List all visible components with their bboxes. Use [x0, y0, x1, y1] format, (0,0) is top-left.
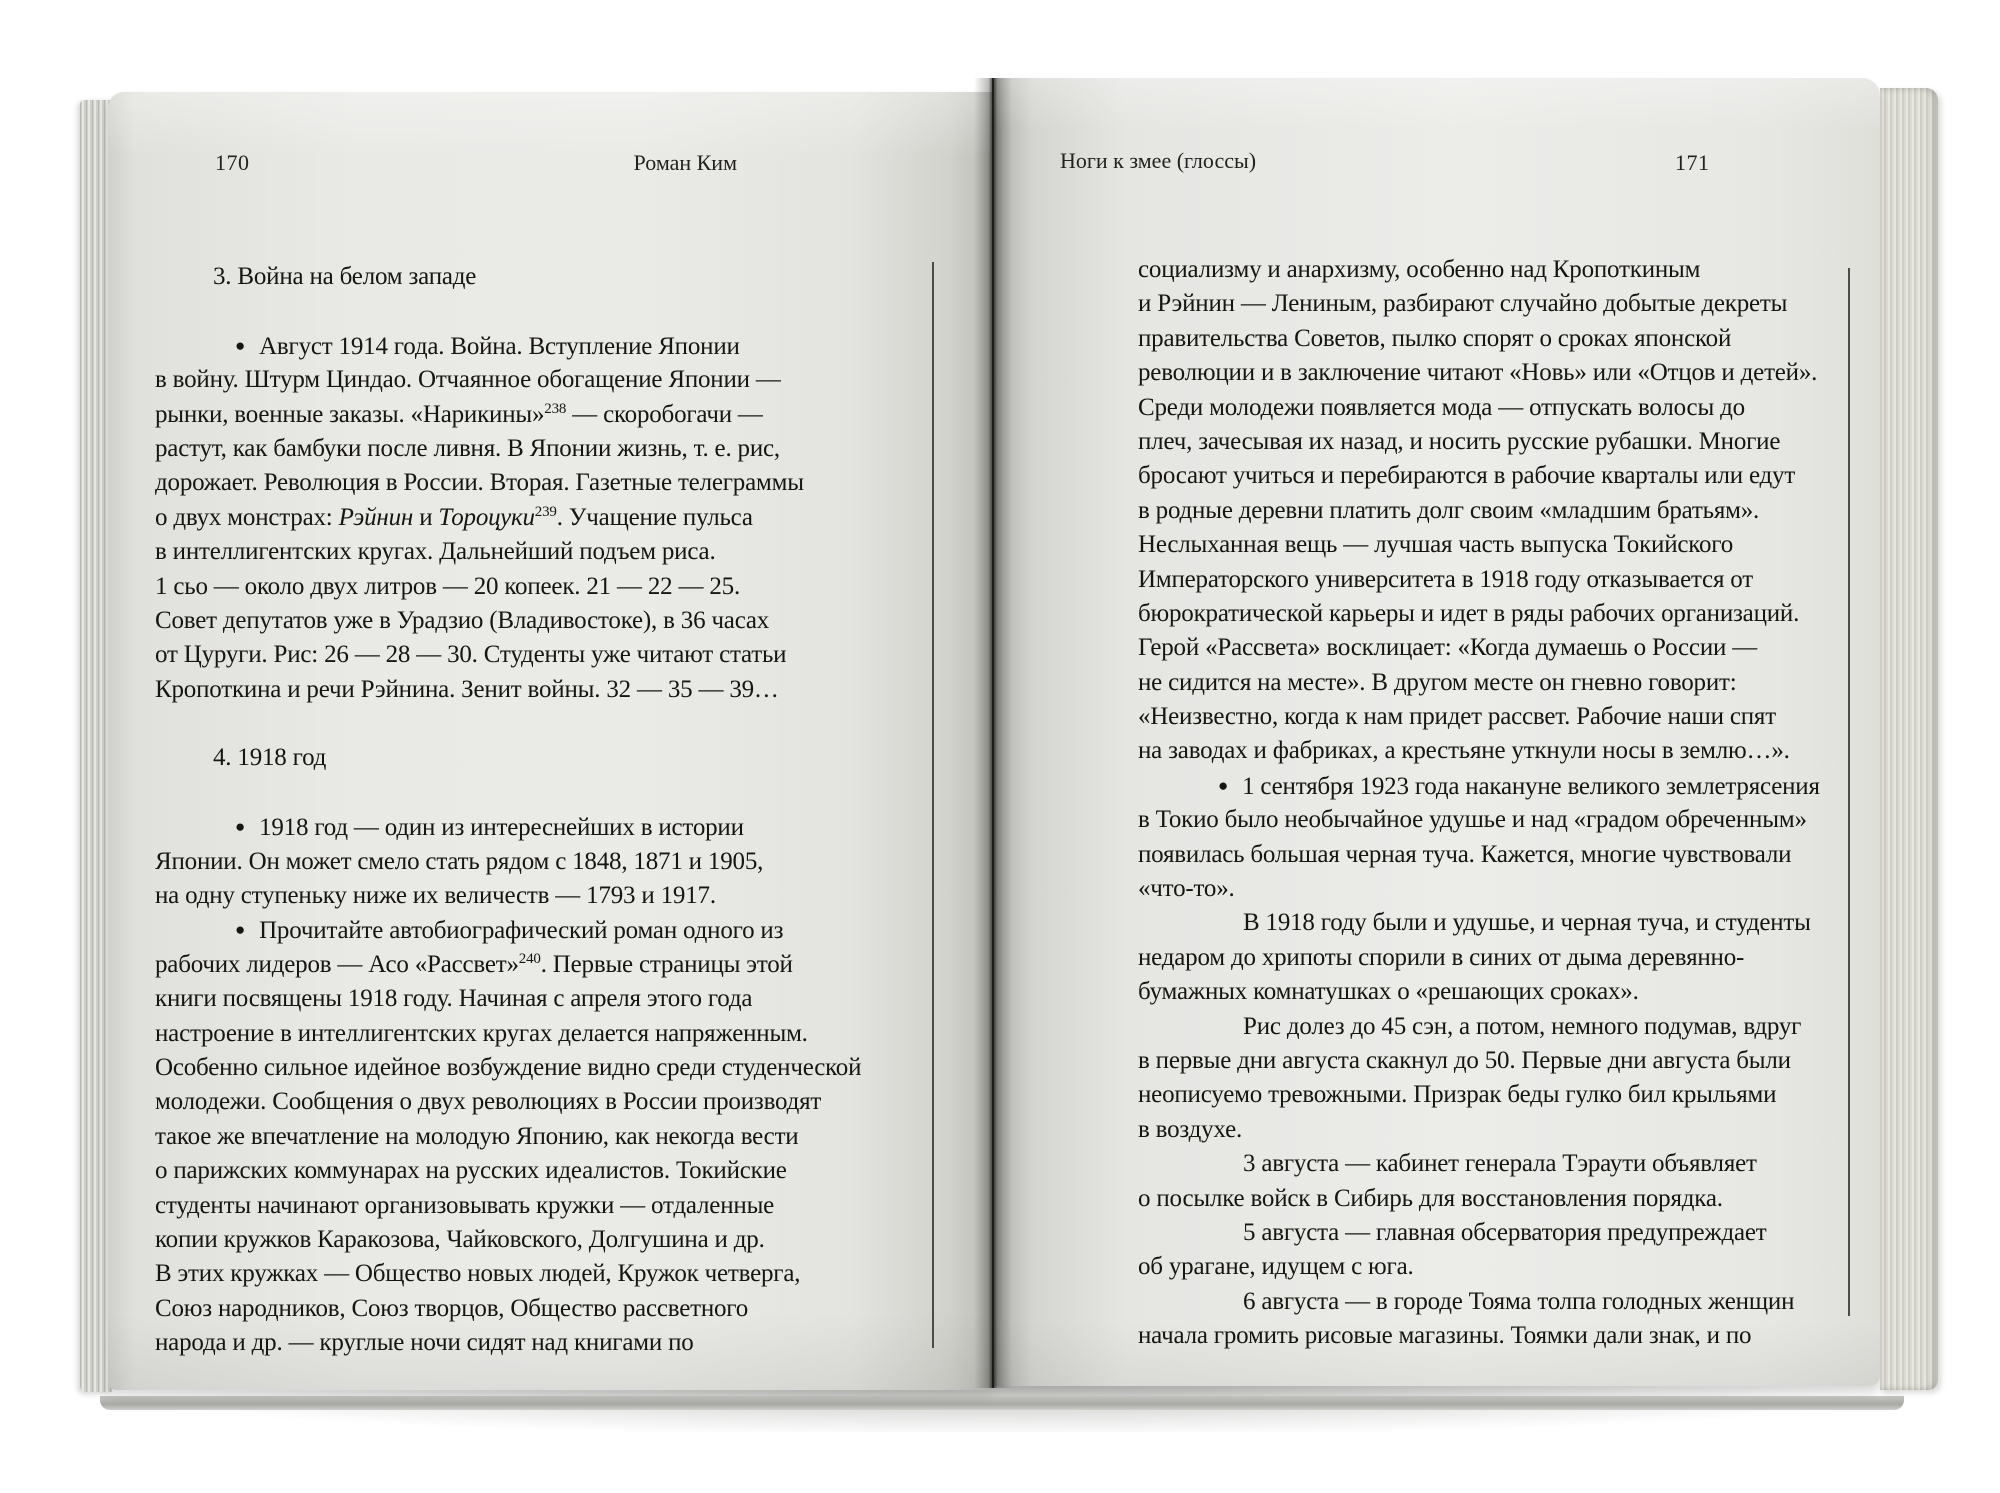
text-line: бюрократической карьеры и идет в ряды рабочих организаций. — [1138, 599, 1800, 627]
text-line: на заводах и фабриках, а крестьяне уткнули носы в землю…». — [1138, 737, 1790, 765]
bullet-icon: ● — [235, 920, 246, 940]
text-line: В 1918 году были и удушье, и черная туча, и студенты — [1243, 909, 1811, 937]
text-line: книги посвящены 1918 году. Начиная с апреля этого года — [155, 985, 753, 1013]
text-line: ● Август 1914 года. Война. Вступление Японии — [235, 332, 740, 360]
text-line: о парижских коммунарах на русских идеалистов. Токийские — [155, 1157, 787, 1185]
text-line: Японии. Он может смело стать рядом с 1848, 1871 и 1905, — [155, 847, 764, 875]
text-line: Кропоткина и речи Рэйнина. Зенит войны. 32 — 35 — 39… — [155, 675, 779, 703]
text-line: появилась большая черная туча. Кажется, многие чувствовали — [1138, 840, 1792, 868]
bullet-icon: ● — [1218, 775, 1229, 795]
text-line: недаром до хрипоты спорили в синих от дыма деревянно- — [1138, 943, 1745, 971]
text-line: правительства Советов, пылко спорят о сроках японской — [1138, 324, 1732, 352]
running-head-right: Ноги к змее (глоссы) — [1060, 148, 1257, 173]
text-line: Герой «Рассвета» восклицает: «Когда думаешь о России — — [1138, 634, 1758, 662]
text-line: настроение в интеллигентских кругах делается напряженным. — [155, 1019, 808, 1047]
text-line: копии кружков Каракозова, Чайковского, Долгушина и др. — [155, 1225, 765, 1253]
section-heading: 3. Война на белом западе — [213, 263, 477, 290]
text-line: растут, как бамбуки после ливня. В Японии жизнь, т. е. рис, — [155, 434, 780, 462]
text-line: социализму и анархизму, особенно над Кропоткиным — [1138, 256, 1701, 283]
text-line: в Токио было необычайное удушье и над «градом обреченным» — [1138, 806, 1807, 834]
text-line: Совет депутатов уже в Урадзио (Владивостоке), в 36 часах — [155, 606, 770, 634]
text-line: на одну ступеньку ниже их величеств — 1793 и 1917. — [155, 882, 716, 910]
text-line: от Цуруги. Рис: 26 — 28 — 30. Студенты уже читают статьи — [155, 641, 787, 669]
text-line: не сидится на месте». В другом месте он гневно говорит: — [1138, 668, 1737, 696]
text-line: о двух монстрах: Рэйнин и Тороцуки$^{239}$. Учащение пульса — [155, 503, 753, 531]
margin-rule-left — [932, 262, 934, 1348]
text-line: и Рэйнин — Лениным, разбирают случайно добытые декреты — [1138, 290, 1788, 318]
open-book — [80, 72, 1940, 1402]
text-line: ● 1 сентября 1923 года накануне великого землетрясения — [1218, 772, 1820, 800]
text-line: об урагане, идущем с юга. — [1138, 1253, 1414, 1281]
text-line: в родные деревни платить долг своим «младшим братьям». — [1138, 496, 1760, 524]
section-heading: 4. 1918 год — [213, 744, 327, 772]
text-line: «что-то». — [1138, 875, 1235, 903]
page-number-left: 170 — [215, 150, 250, 175]
text-line: В этих кружках — Общество новых людей, Кружок четверга, — [155, 1260, 801, 1288]
text-line: молодежи. Сообщения о двух революциях в России производят — [155, 1088, 822, 1116]
text-line: ● 1918 год — один из интереснейших в истории — [235, 814, 744, 842]
text-line: 1 сьо — около двух литров — 20 копеек. 21 — 22 — 25. — [155, 572, 741, 600]
text-line: ● Прочитайте автобиографический роман одного из — [235, 917, 784, 945]
running-head-left: Роман Ким — [633, 150, 737, 175]
bullet-icon: ● — [235, 817, 246, 837]
margin-rule-right — [1848, 268, 1850, 1316]
line-gap — [155, 776, 972, 810]
text-line: народа и др. — круглые ночи сидят над книгами по — [155, 1329, 694, 1357]
text-line: такое же впечатление на молодую Японию, как некогда вести — [155, 1122, 799, 1150]
text-line: плеч, зачесывая их назад, и носить русские рубашки. Многие — [1138, 427, 1781, 455]
text-line: дорожает. Революция в России. Вторая. Газетные телеграммы — [155, 469, 804, 497]
text-line: бросают учиться и перебираются в рабочие кварталы или едут — [1138, 462, 1796, 490]
text-line: Неслыханная вещь — лучшая часть выпуска Токийского — [1138, 531, 1733, 559]
text-line: о посылке войск в Сибирь для восстановления порядка. — [1138, 1184, 1723, 1212]
book-block-bottom-edge — [100, 1396, 1904, 1410]
line-gap — [155, 294, 972, 328]
fore-edge-pages — [1880, 88, 1938, 1390]
text-line: в войну. Штурм Циндао. Отчаянное обогащение Японии — — [155, 366, 781, 394]
text-line: 5 августа — главная обсерватория предупреждает — [1243, 1218, 1767, 1246]
text-line: студенты начинают организовывать кружки — отдаленные — [155, 1191, 775, 1219]
page-number-right: 171 — [1675, 150, 1710, 175]
text-block — [155, 260, 972, 1361]
text-line: 3 августа — кабинет генерала Тэраути объявляет — [1243, 1150, 1757, 1178]
text-line: Императорского университета в 1918 году отказывается от — [1138, 565, 1753, 593]
bullet-icon: ● — [235, 335, 246, 355]
text-line: революции и в заключение читают «Новь» или «Отцов и детей». — [1138, 359, 1818, 387]
text-line: в воздухе. — [1138, 1115, 1243, 1143]
text-line: рынки, военные заказы. «Нарикины»$^{238}$ — скоробогачи — — [155, 400, 763, 428]
line-gap — [155, 707, 972, 741]
text-line: рабочих лидеров — Асо «Рассвет»$^{240}$. Первые страницы этой — [155, 950, 793, 978]
text-line: Рис долез до 45 сэн, а потом, немного подумав, вдруг — [1243, 1012, 1802, 1040]
text-line: неописуемо тревожными. Призрак беды гулко бил крыльями — [1138, 1081, 1777, 1109]
text-line: Особенно сильное идейное возбуждение видно среди студенческой — [155, 1053, 862, 1081]
text-line: Союз народников, Союз творцов, Общество рассветного — [155, 1294, 749, 1322]
text-block — [1138, 253, 1870, 1354]
page-left — [108, 92, 992, 1390]
text-line: «Неизвестно, когда к нам придет рассвет. Рабочие наши спят — [1138, 703, 1776, 731]
text-line: 6 августа — в городе Тояма толпа голодных женщин — [1243, 1287, 1795, 1315]
page-right — [992, 78, 1880, 1386]
text-line: Среди молодежи появляется мода — отпускать волосы до — [1138, 393, 1745, 421]
text-line: в первые дни августа скакнул до 50. Первые дни августа были — [1138, 1046, 1791, 1074]
text-line: в интеллигентских кругах. Дальнейший подъем риса. — [155, 538, 716, 566]
text-line: бумажных комнатушках о «решающих сроках». — [1138, 978, 1639, 1006]
text-line: начала громить рисовые магазины. Тоямки дали знак, и по — [1138, 1322, 1752, 1350]
